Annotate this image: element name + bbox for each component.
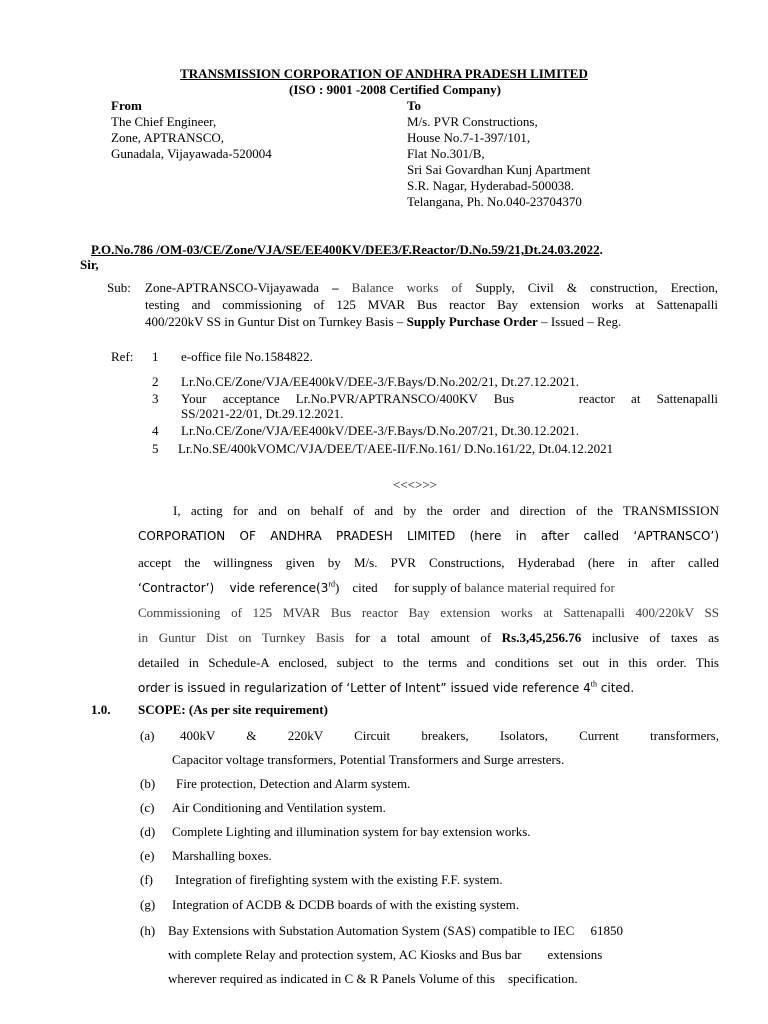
scope-item-key: (d): [140, 824, 156, 839]
to-line: Telangana, Ph. No.040-23704370: [407, 194, 582, 209]
subject-line-3: 400/220kV SS in Guntur Dist on Turnkey Basis – Supply Purchase Order – Issued – Reg.: [145, 314, 622, 329]
ref-number: 1: [152, 349, 159, 364]
from-line: The Chief Engineer,: [111, 114, 217, 129]
scope-item-key: (b): [140, 776, 156, 791]
to-line: Sri Sai Govardhan Kunj Apartment: [407, 162, 591, 177]
subject-line-1: Zone-APTRANSCO-Vijayawada – Balance works of Supply, Civil & construction, Erection,: [145, 280, 719, 295]
scope-item-text: Marshalling boxes.: [172, 848, 272, 863]
scope-item-text: Integration of ACDB & DCDB boards of with the existing system.: [172, 897, 520, 912]
scope-title: SCOPE: (As per site requirement): [138, 702, 328, 717]
scope-item-text: 400kV & 220kV Circuit breakers, Isolators, Current transformers,: [180, 728, 719, 743]
subject-line-2: testing and commissioning of 125 MVAR Bus reactor Bay extension works at Sattenapalli: [145, 297, 718, 312]
ref-number: 3: [152, 391, 159, 406]
body-line-5: Commissioning of 125 MVAR Bus reactor Bay extension works at Sattenapalli 400/220kV SS: [138, 605, 719, 620]
po-period: .: [599, 242, 603, 257]
ref-text: Lr.No.CE/Zone/VJA/EE400kV/DEE-3/F.Bays/D.No.207/21, Dt.30.12.2021.: [181, 423, 579, 438]
section-separator: <<<>>>: [393, 477, 437, 492]
ref-number: 2: [152, 374, 159, 389]
body-line-2: CORPORATION OF ANDHRA PRADESH LIMITED (here in after called ‘APTRANSCO’): [138, 529, 719, 543]
organization-title: TRANSMISSION CORPORATION OF ANDHRA PRADESH LIMITED: [180, 66, 588, 81]
to-line: Flat No.301/B,: [407, 146, 485, 161]
scope-item-text: Bay Extensions with Substation Automation System (SAS) compatible to IEC 61850: [168, 923, 623, 938]
ref-number: 5: [152, 441, 159, 456]
salutation: Sir,: [80, 257, 99, 272]
scope-item-key: (c): [140, 800, 155, 815]
scope-item-text-continued: wherever required as indicated in C & R Panels Volume of this specification.: [168, 971, 578, 986]
scope-item-key: (a): [140, 728, 155, 743]
scope-item-key: (e): [140, 848, 155, 863]
scope-item-text: Complete Lighting and illumination system for bay extension works.: [172, 824, 531, 839]
body-line-4: ‘Contractor’) vide reference(3rd) cited for supply of balance material required for: [138, 579, 615, 595]
po-number: P.O.No.786 /OM-03/CE/Zone/VJA/SE/EE400KV/DEE3/F.Reactor/D.No.59/21,Dt.24.03.2022: [91, 242, 600, 257]
scope-item-key: (f): [140, 872, 153, 887]
body-line-1: I, acting for and on behalf of and by the order and direction of the TRANSMISSION: [173, 503, 719, 518]
ref-text: Lr.No.SE/400kVOMC/VJA/DEE/T/AEE-II/F.No.161/ D.No.161/22, Dt.04.12.2021: [178, 441, 614, 456]
ref-number: 4: [152, 423, 159, 438]
scope-item-text-continued: Capacitor voltage transformers, Potential Transformers and Surge arresters.: [172, 752, 565, 767]
scope-number: 1.0.: [91, 702, 111, 717]
scope-item-text: Fire protection, Detection and Alarm system.: [176, 776, 411, 791]
body-line-7: detailed in Schedule-A enclosed, subject to the terms and conditions set out in this order. This: [138, 655, 719, 670]
body-line-3: accept the willingness given by M/s. PVR Constructions, Hyderabad (here in after called: [138, 555, 719, 570]
ref-text: Lr.No.CE/Zone/VJA/EE400kV/DEE-3/F.Bays/D.No.202/21, Dt.27.12.2021.: [181, 374, 579, 389]
body-line-8: order is issued in regularization of ‘Letter of Intent” issued vide reference 4th cited.: [138, 679, 635, 695]
from-line: Zone, APTRANSCO,: [111, 130, 225, 145]
scope-item-text: Air Conditioning and Ventilation system.: [172, 800, 386, 815]
subject-label: Sub:: [107, 280, 131, 295]
ref-text: e-office file No.1584822.: [181, 349, 313, 364]
ref-text: Your acceptance Lr.No.PVR/APTRANSCO/400KV Bus reactor at Sattenapalli: [181, 391, 718, 406]
scope-item-key: (g): [140, 897, 156, 912]
to-line: S.R. Nagar, Hyderabad-500038.: [407, 178, 574, 193]
ref-text-continued: SS/2021-22/01, Dt.29.12.2021.: [181, 406, 344, 421]
to-line: M/s. PVR Constructions,: [407, 114, 538, 129]
body-line-6: in Guntur Dist on Turnkey Basis for a total amount of Rs.3,45,256.76 inclusive of taxes as: [138, 630, 720, 645]
scope-item-key: (h): [140, 923, 156, 938]
po-number-line: [91, 242, 603, 258]
scope-item-text-continued: with complete Relay and protection system, AC Kiosks and Bus bar extensions: [168, 947, 603, 962]
iso-certification: (ISO : 9001 -2008 Certified Company): [289, 82, 501, 97]
to-line: House No.7-1-397/101,: [407, 130, 531, 145]
to-label: To: [407, 98, 421, 113]
from-line: Gunadala, Vijayawada-520004: [111, 146, 272, 161]
scope-item-text: Integration of firefighting system with the existing F.F. system.: [175, 872, 503, 887]
ref-label: Ref:: [111, 349, 134, 364]
from-label: From: [111, 98, 142, 113]
